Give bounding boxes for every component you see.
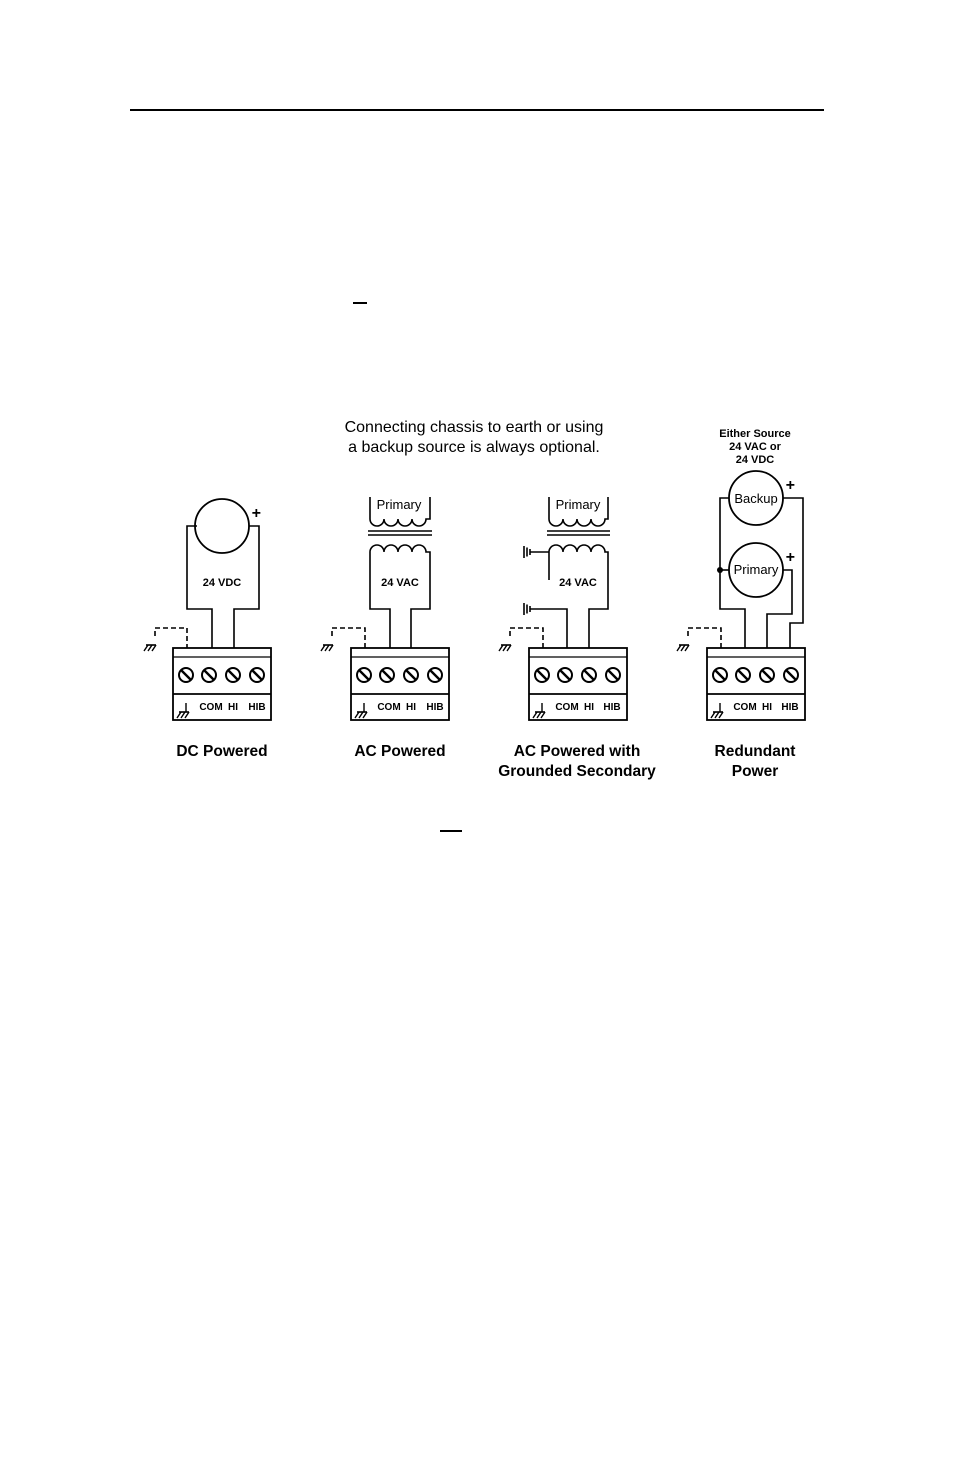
terminal-hib-label: HIB	[781, 702, 799, 713]
chassis-ground-icon	[321, 645, 333, 651]
panel-redundant-power	[677, 428, 805, 780]
chassis-ground-icon	[499, 645, 511, 651]
note-line-1: Connecting chassis to earth or using	[344, 419, 604, 436]
primary-label: Primary	[376, 497, 422, 512]
caption-line-1: DC Powered	[176, 743, 268, 760]
caption-line-1: AC Powered with	[513, 743, 641, 760]
primary-label: Primary	[733, 562, 779, 577]
note-line-2: a backup source is always optional.	[348, 439, 600, 456]
earth-ground-icon	[524, 546, 530, 558]
either-source-line-2: 24 VAC or	[729, 441, 781, 453]
earth-ground-icon	[524, 603, 530, 615]
source-label: 24 VAC	[381, 577, 419, 589]
terminal-hib-label: HIB	[426, 702, 444, 713]
plus-sign: +	[785, 549, 795, 566]
backup-label: Backup	[734, 491, 778, 506]
terminal-com-label: COM	[555, 702, 579, 713]
either-source-line-3: 24 VDC	[735, 454, 775, 466]
caption-line-2: Power	[731, 763, 779, 780]
caption-line-2: Grounded Secondary	[498, 763, 656, 780]
transformer-icon	[368, 497, 432, 558]
transformer-icon	[547, 497, 610, 558]
panel-ac-powered	[321, 497, 449, 760]
either-source-line-1: Either Source	[719, 428, 791, 440]
plus-sign: +	[251, 505, 261, 522]
chassis-ground-icon	[144, 645, 156, 651]
power-source-icon	[195, 499, 249, 553]
terminal-hi-label: HI	[762, 702, 772, 713]
terminal-com-label: COM	[377, 702, 401, 713]
panel-dc-powered	[144, 499, 271, 760]
terminal-com-label: COM	[733, 702, 757, 713]
terminal-hi-label: HI	[406, 702, 416, 713]
caption-line-1: AC Powered	[354, 743, 446, 760]
source-label: 24 VAC	[559, 577, 597, 589]
terminal-hi-label: HI	[584, 702, 594, 713]
terminal-hib-label: HIB	[248, 702, 266, 713]
source-label: 24 VDC	[202, 577, 242, 589]
primary-label: Primary	[555, 497, 601, 512]
caption-line-1: Redundant	[714, 743, 796, 760]
terminal-hib-label: HIB	[603, 702, 621, 713]
terminal-com-label: COM	[199, 702, 223, 713]
terminal-hi-label: HI	[228, 702, 238, 713]
plus-sign: +	[785, 477, 795, 494]
panel-ac-grounded-secondary	[498, 497, 656, 780]
chassis-ground-icon	[677, 645, 689, 651]
